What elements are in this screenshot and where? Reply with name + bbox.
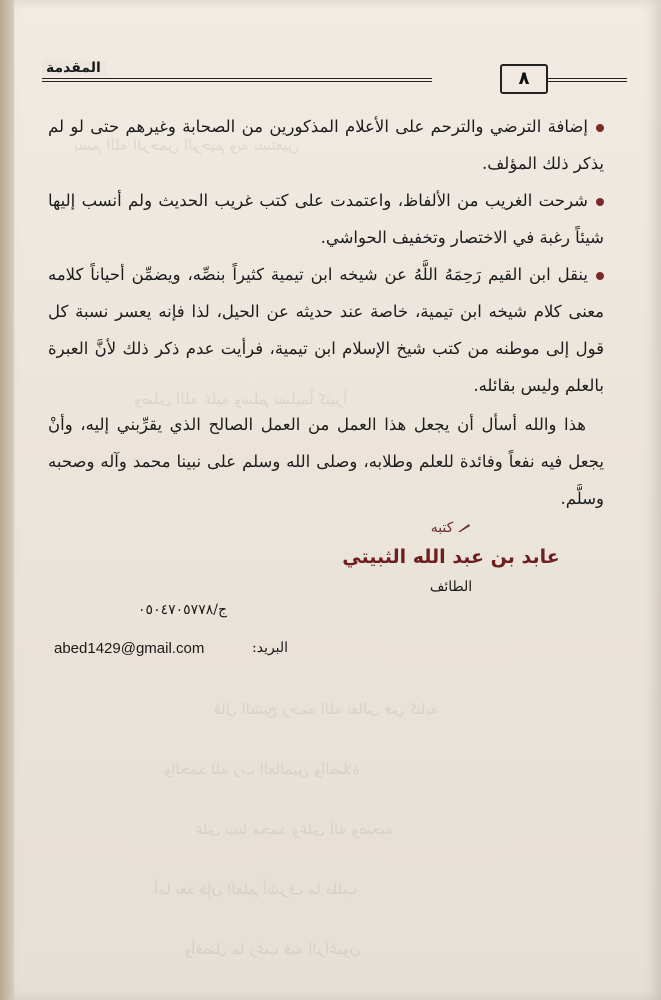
pen-icon <box>457 523 471 533</box>
header-rule <box>42 78 432 82</box>
written-by-label: كتبه <box>430 520 454 536</box>
paragraph-text: إضافة الترضي والترحم على الأعلام المذكورين من الصحابة وغيرهم حتى لو لم يذكر ذلك المؤلف. <box>48 117 604 173</box>
show-through-text: وأفضل ما رغب فيه الراغبون <box>184 940 361 958</box>
email-label: البريد: <box>252 640 289 656</box>
book-page <box>14 0 661 1000</box>
bullet-icon <box>596 198 604 206</box>
bullet-icon <box>596 272 604 280</box>
author-phone: ج/٠٥٠٤٧٠٥٧٧٨ <box>138 602 227 618</box>
show-through-text: أما بعد فإن العلم أشرف ما طلب <box>154 880 358 898</box>
show-through-text: والحمد لله رب العالمين والصلاة <box>164 760 360 778</box>
bullet-icon <box>596 124 604 132</box>
author-city: الطائف <box>429 579 473 595</box>
bullet-paragraph <box>48 256 604 404</box>
bullet-paragraph <box>48 108 604 182</box>
paragraph-text: ينقل ابن القيم رَحِمَهُ اللَّهُ عن شيخه ابن تيمية كثيراً بنصِّه، ويضمِّن أحياناً كلامه معنى كلام شيخه ابن تيمية، خاصة عند حديثه عن الحيل، لذا فإنه يعسر نسبة كل قول إلى موطنه من كتب شيخ الإسلام ابن تيمية، فرأيت عدم ذكر ذلك لأنَّ العبرة بالعلم وليس بقائله. <box>48 265 604 395</box>
page-body <box>48 108 604 517</box>
bullet-paragraph <box>48 182 604 256</box>
header-rule <box>547 78 627 82</box>
show-through-text: بسم الله الرحمن الرحيم وبه نستعين <box>74 136 300 154</box>
signature-block <box>301 516 601 600</box>
show-through-text: قال الشيخ رحمه الله تعالى في كتابه <box>214 700 438 718</box>
written-by-line <box>301 516 601 540</box>
page-binding-edge <box>0 0 14 1000</box>
paragraph-text: شرحت الغريب من الألفاظ، واعتمدت على كتب غريب الحديث ولم أنسب إليها شيئاً رغبة في الاختصار وتخفيف الحواشي. <box>48 191 604 247</box>
section-title: المقدمة <box>42 60 107 76</box>
show-through-text: على نبينا محمد وعلى آله وصحبه <box>194 820 394 838</box>
show-through-text: وصلى الله عليه وسلم تسليماً كثيراً <box>134 390 348 408</box>
author-name: عابد بن عبد الله الثبيتي <box>342 546 560 568</box>
page-number: ٨ <box>500 64 548 94</box>
closing-paragraph: هذا والله أسأل أن يجعل هذا العمل من العمل الصالح الذي يقرِّبني إليه، وأنْ يجعل فيه نفعاً وفائدة للعلم وطلابه، وصلى الله وسلم على نبينا محمد وآله وصحبه وسلَّم. <box>48 415 604 508</box>
email-address: abed1429@gmail.com <box>54 640 205 657</box>
running-header <box>42 58 632 98</box>
